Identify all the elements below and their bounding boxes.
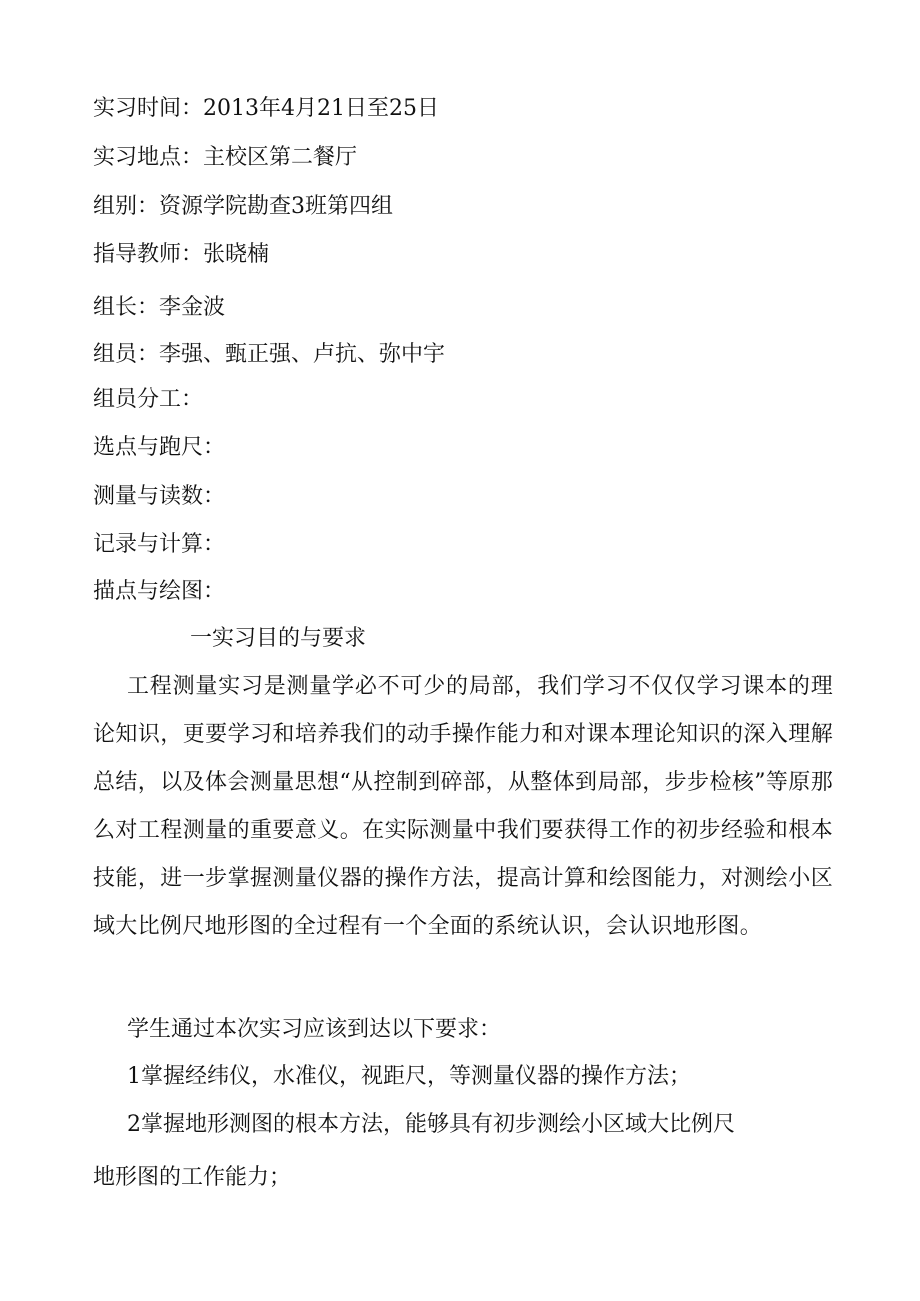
- requirement-2-continued: 地形图的工作能力；: [93, 1165, 292, 1190]
- requirement-1: 1掌握经纬仪，水准仪，视距尺，等测量仪器的操作方法；: [127, 1064, 691, 1089]
- internship-time: 实习时间：2013年4月21日至25日: [93, 96, 439, 121]
- task-point-selection: 选点与跑尺：: [93, 435, 226, 460]
- section-heading: 一实习目的与要求: [190, 626, 367, 651]
- instructor: 指导教师：张晓楠: [93, 242, 270, 267]
- group-members: 组员：李强、甄正强、卢抗、弥中宇: [93, 342, 446, 367]
- purpose-paragraph: 工程测量实习是测量学必不可少的局部，我们学习不仅仅学习课本的理论知识，更要学习和培养我们的动手操作能力和对课本理论知识的深入理解总结，以及体会测量思想“从控制到碎部，从整体到局部，步步检核”等原那么对工程测量的重要意义。在实际测量中我们要获得工作的初步经验和根本技能，进一步掌握测量仪器的操作方法，提高计算和绘图能力，对测绘小区域大比例尺地形图的全过程有一个全面的系统认识，会认识地形图。: [93, 674, 833, 939]
- group-name: 组别：资源学院勘查3班第四组: [93, 194, 393, 219]
- requirement-2: 2掌握地形测图的根本方法，能够具有初步测绘小区域大比例尺: [127, 1112, 735, 1137]
- task-measurement: 测量与读数：: [93, 484, 226, 509]
- task-recording: 记录与计算：: [93, 532, 226, 557]
- task-plotting: 描点与绘图：: [93, 579, 226, 604]
- requirements-intro: 学生通过本次实习应该到达以下要求：: [127, 1017, 502, 1042]
- internship-place: 实习地点：主校区第二餐厅: [93, 145, 358, 170]
- division-of-labor: 组员分工：: [93, 387, 204, 412]
- group-leader: 组长：李金波: [93, 295, 226, 320]
